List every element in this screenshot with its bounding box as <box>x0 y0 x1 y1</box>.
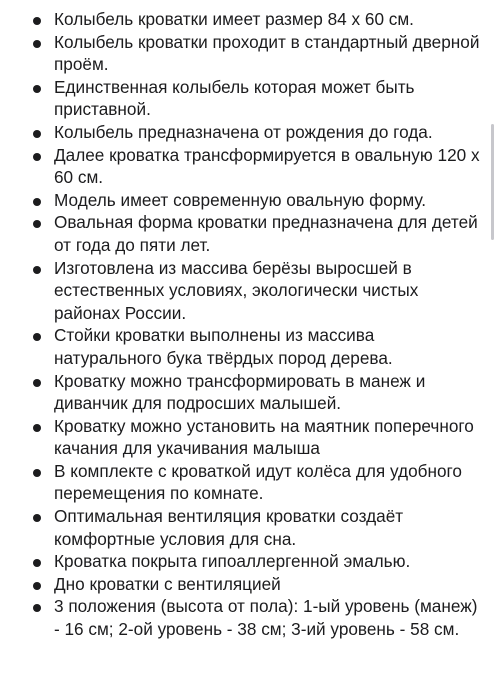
bullet-icon <box>33 514 41 522</box>
list-item <box>0 8 480 31</box>
list-item <box>0 415 480 460</box>
list-item <box>0 505 480 550</box>
list-item <box>0 324 480 369</box>
bullet-icon <box>33 379 41 387</box>
list-item <box>0 189 480 212</box>
list-item-text: Дно кроватки с вентиляцией <box>54 573 281 594</box>
bullet-icon <box>33 220 41 228</box>
list-item-text: Единственная колыбель которая может быть приставной. <box>54 76 415 120</box>
list-item-text: Модель имеет современную овальную форму. <box>54 189 426 210</box>
list-item-text: Стойки кроватки выполнены из массива натурального бука твёрдых пород дерева. <box>54 325 393 368</box>
list-item-text: Колыбель кроватки имеет размер 84 х 60 см. <box>54 9 414 29</box>
list-item <box>0 211 480 256</box>
list-item <box>0 370 480 415</box>
list-item <box>0 460 480 505</box>
feature-list <box>0 8 480 641</box>
bullet-icon <box>33 130 41 138</box>
bullet-icon <box>33 582 41 590</box>
list-item-text: Изготовлена из массива берёзы выросшей в естественных условиях, экологически чистых районах России. <box>54 257 419 323</box>
list-item <box>0 31 480 76</box>
list-item <box>0 257 480 325</box>
list-item-text: 3 положения (высота от пола): 1-ый уровень (манеж) - 16 см; 2-ой уровень - 38 см; 3-ий уровень - 58 см. <box>54 596 478 640</box>
list-item-text: Колыбель кроватки проходит в стандартный дверной проём. <box>54 31 480 75</box>
bullet-icon <box>33 559 41 567</box>
bullet-icon <box>33 17 41 25</box>
list-item-text: Далее кроватка трансформируется в овальную 120 х 60 см. <box>54 144 480 188</box>
list-item <box>0 573 480 596</box>
list-item <box>0 550 480 573</box>
bullet-icon <box>33 153 41 161</box>
bullet-icon <box>33 424 41 432</box>
bullet-icon <box>33 469 41 477</box>
list-item-text: Овальная форма кроватки предназначена для детей от года до пяти лет. <box>54 212 478 255</box>
list-item-text: Колыбель предназначена от рождения до года. <box>54 121 433 142</box>
scroll-indicator[interactable] <box>491 124 494 240</box>
bullet-icon <box>33 604 41 612</box>
bullet-icon <box>33 198 41 206</box>
list-item-text: Кроватка покрыта гипоаллергенной эмалью. <box>54 551 411 572</box>
list-item <box>0 144 480 189</box>
list-item <box>0 121 480 144</box>
list-item-text: Оптимальная вентиляция кроватки создаёт комфортные условия для сна. <box>54 506 404 549</box>
list-item <box>0 595 480 640</box>
bullet-icon <box>33 333 41 341</box>
bullet-icon <box>33 40 41 48</box>
bullet-icon <box>33 266 41 274</box>
list-item-text: Кроватку можно установить на маятник поперечного качания для укачивания малыша <box>54 415 474 459</box>
list-item-text: Кроватку можно трансформировать в манеж и диванчик для подросших малышей. <box>54 370 426 414</box>
list-item-text: В комплекте с кроваткой идут колёса для удобного перемещения по комнате. <box>54 460 462 504</box>
list-item <box>0 76 480 121</box>
bullet-icon <box>33 85 41 93</box>
